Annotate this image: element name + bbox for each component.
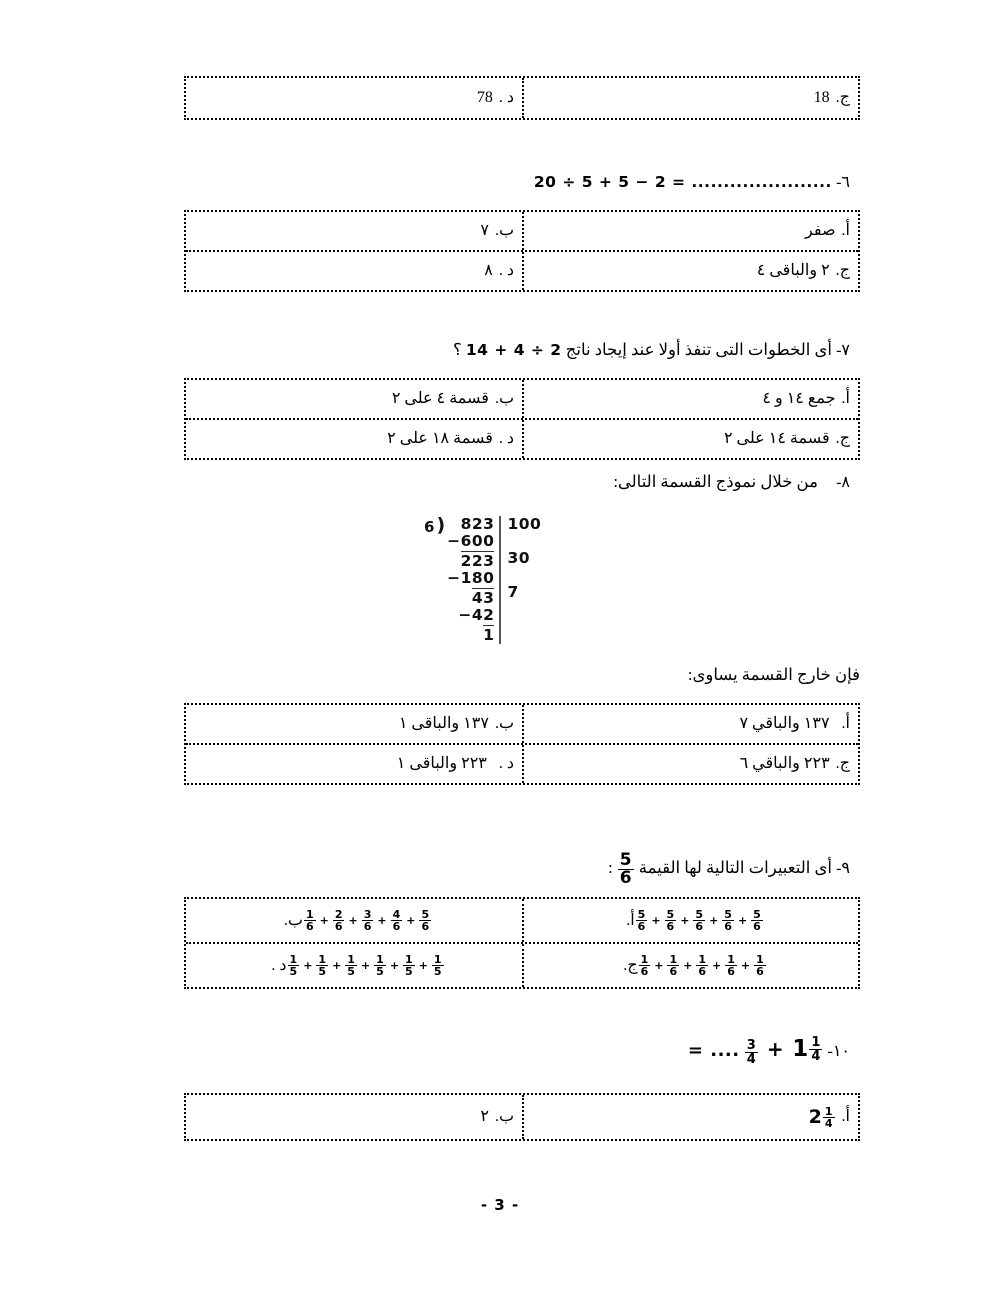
option-mixed-number bbox=[809, 1106, 836, 1129]
partial-quotient-3: 7 bbox=[507, 583, 519, 601]
table-row bbox=[186, 380, 858, 418]
fraction-denominator: 4 bbox=[824, 1116, 833, 1130]
option-value: ١٣٧ والباقى ١ bbox=[398, 715, 489, 733]
question-10-stem bbox=[682, 1036, 860, 1066]
option-cell-a[interactable] bbox=[522, 1095, 858, 1139]
fraction-term: $\frac{5}{6}$ bbox=[666, 908, 675, 933]
option-label: ج. bbox=[835, 89, 850, 107]
q7-answers-table bbox=[184, 378, 860, 460]
option-label: ب. bbox=[494, 222, 514, 240]
table-row bbox=[186, 1095, 858, 1139]
option-value: ٢٢٣ والباقى ١ bbox=[396, 755, 487, 773]
subtrahend-3: −42 bbox=[458, 606, 495, 624]
option-cell-d[interactable] bbox=[186, 78, 522, 118]
table-row bbox=[186, 705, 858, 743]
option-value: ٨ bbox=[484, 262, 493, 280]
plus-operator: + bbox=[651, 913, 661, 927]
option-expression bbox=[635, 909, 764, 932]
fraction-term: $\frac{4}{6}$ bbox=[392, 908, 401, 933]
option-cell-b[interactable] bbox=[186, 1095, 522, 1139]
question-text-suffix: ؟ bbox=[452, 340, 462, 359]
plus-operator: + bbox=[683, 958, 693, 972]
option-cell-c[interactable] bbox=[522, 420, 858, 458]
fraction-numerator: 1 bbox=[824, 1104, 833, 1118]
plus-operator: + bbox=[360, 958, 371, 972]
question-number: ٨- bbox=[836, 474, 850, 491]
option-value: قسمة ١٨ على ٢ bbox=[387, 430, 493, 448]
option-cell-c[interactable] bbox=[522, 252, 858, 290]
question-number: ١٠- bbox=[827, 1043, 850, 1060]
option-label: ب. bbox=[494, 390, 514, 408]
option-value: ٧ bbox=[480, 222, 489, 240]
option-cell-c[interactable] bbox=[522, 78, 858, 118]
long-division-model bbox=[424, 516, 541, 644]
stem-mixed-number bbox=[792, 1036, 823, 1063]
remainder-2: 43 bbox=[471, 589, 495, 607]
q9-answers-table bbox=[184, 897, 860, 989]
plus-operator: + bbox=[766, 1037, 785, 1061]
plus-operator: + bbox=[709, 913, 719, 927]
partial-quotient-2: 30 bbox=[507, 549, 531, 567]
question-8-sub-stem bbox=[688, 665, 860, 686]
option-label: د . bbox=[271, 956, 287, 974]
question-text: من خلال نموذج القسمة التالى: bbox=[613, 472, 818, 491]
whole-part: 1 bbox=[792, 1036, 809, 1062]
fraction-term: $\frac{2}{6}$ bbox=[334, 908, 343, 933]
option-value: 18 bbox=[813, 89, 830, 107]
partial-quotients-column bbox=[501, 516, 541, 601]
option-value: جمع ١٤ و ٤ bbox=[762, 390, 836, 408]
option-cell-c[interactable] bbox=[522, 745, 858, 783]
option-label: ب. bbox=[283, 911, 303, 929]
question-text: فإن خارج القسمة يساوى: bbox=[687, 665, 860, 684]
plus-operator: + bbox=[680, 913, 690, 927]
question-8-stem bbox=[613, 472, 860, 493]
fraction-term: $\frac{5}{6}$ bbox=[753, 908, 761, 933]
subtrahend-2: −180 bbox=[447, 569, 495, 587]
colon: : bbox=[608, 858, 613, 878]
option-cell-d[interactable] bbox=[186, 252, 522, 290]
option-cell-d[interactable] bbox=[186, 944, 522, 987]
option-cell-b[interactable] bbox=[186, 212, 522, 250]
fraction-term: $\frac{5}{6}$ bbox=[421, 908, 430, 933]
question-number: ٩- bbox=[836, 860, 850, 878]
option-expression bbox=[303, 909, 432, 932]
option-label: ج. bbox=[835, 262, 850, 280]
fraction-term: $\frac{1}{5}$ bbox=[318, 953, 327, 978]
option-cell-a[interactable] bbox=[522, 380, 858, 418]
option-label: ج. bbox=[835, 755, 850, 773]
whole-part: 2 bbox=[808, 1105, 822, 1128]
option-value: ٢٢٣ والباقي ٦ bbox=[739, 755, 830, 773]
table-row bbox=[186, 250, 858, 290]
q10-answers-table bbox=[184, 1093, 860, 1141]
option-cell-b[interactable] bbox=[186, 899, 522, 942]
question-number: ٦- bbox=[836, 174, 850, 191]
option-value: 78 bbox=[476, 89, 493, 107]
division-bracket-icon: ) bbox=[436, 514, 446, 536]
remainder-1: 223 bbox=[460, 552, 495, 570]
table-row bbox=[186, 942, 858, 987]
fraction-term: $\frac{1}{6}$ bbox=[669, 953, 678, 978]
option-cell-a[interactable] bbox=[522, 705, 858, 743]
table-row bbox=[186, 899, 858, 942]
dividend: 823 bbox=[460, 515, 495, 533]
option-label: د . bbox=[498, 430, 514, 448]
plus-operator: + bbox=[740, 958, 751, 972]
plus-operator: + bbox=[418, 958, 428, 972]
fraction-numerator: 3 bbox=[746, 1037, 756, 1053]
option-label: أ. bbox=[841, 715, 850, 733]
option-label: ب. bbox=[494, 1108, 514, 1126]
fraction-term: $\frac{1}{6}$ bbox=[640, 953, 649, 978]
option-cell-d[interactable] bbox=[186, 745, 522, 783]
option-label: أ. bbox=[841, 222, 850, 240]
option-value: قسمة ١٤ على ٢ bbox=[723, 430, 830, 448]
option-cell-b[interactable] bbox=[186, 380, 522, 418]
equals-blank: = .... bbox=[687, 1040, 740, 1061]
plus-operator: + bbox=[332, 958, 342, 972]
option-value: ٢ والباقى ٤ bbox=[756, 262, 830, 280]
fraction-denominator: 4 bbox=[746, 1051, 756, 1067]
question-number: ٧- bbox=[836, 342, 850, 359]
fraction-term: $\frac{1}{5}$ bbox=[347, 953, 355, 978]
table-row bbox=[186, 212, 858, 250]
option-expression bbox=[638, 954, 767, 977]
plus-operator: + bbox=[377, 913, 387, 927]
option-cell-c[interactable] bbox=[522, 944, 858, 987]
q5-answers-table bbox=[184, 76, 860, 120]
fraction-term: $\frac{1}{6}$ bbox=[305, 908, 314, 933]
plus-operator: + bbox=[406, 913, 416, 927]
plus-operator: + bbox=[303, 958, 313, 972]
fraction-term: $\frac{3}{6}$ bbox=[363, 908, 372, 933]
option-expression bbox=[287, 954, 445, 977]
question-text: أى الخطوات التى تنفذ أولا عند إيجاد ناتج bbox=[565, 340, 832, 359]
partial-quotient-1: 100 bbox=[507, 515, 542, 533]
table-row bbox=[186, 743, 858, 783]
question-math-expression: 14 + 4 ÷ 2 bbox=[465, 341, 562, 359]
q6-answers-table bbox=[184, 210, 860, 292]
fraction-term: $\frac{1}{6}$ bbox=[727, 953, 735, 978]
option-cell-d[interactable] bbox=[186, 420, 522, 458]
stem-fraction bbox=[745, 1039, 758, 1066]
fraction-term: $\frac{1}{6}$ bbox=[756, 953, 764, 978]
q8-answers-table bbox=[184, 703, 860, 785]
fraction-numerator: 5 bbox=[619, 850, 632, 870]
fraction-numerator: 1 bbox=[811, 1035, 821, 1050]
fraction-denominator: 4 bbox=[811, 1049, 821, 1064]
division-work-column bbox=[447, 516, 501, 644]
option-value: ٢ bbox=[480, 1108, 489, 1126]
option-label: أ. bbox=[841, 1108, 850, 1126]
fraction-term: $\frac{1}{6}$ bbox=[698, 953, 706, 978]
option-cell-a[interactable] bbox=[522, 212, 858, 250]
fraction-term: $\frac{1}{5}$ bbox=[433, 953, 442, 978]
question-math-expression: 20 ÷ 5 + 5 − 2 = ...................... bbox=[533, 173, 832, 191]
question-text: أى التعبيرات التالية لها القيمة bbox=[638, 858, 832, 878]
subtrahend-1: −600 bbox=[447, 532, 495, 550]
fraction-term: $\frac{5}{6}$ bbox=[724, 908, 732, 933]
page-footer: - 3 - bbox=[480, 1196, 520, 1214]
option-label: ب. bbox=[494, 715, 514, 733]
option-cell-a[interactable] bbox=[522, 899, 858, 942]
option-value: ١٣٧ والباقي ٧ bbox=[739, 715, 830, 733]
option-label: د . bbox=[498, 262, 514, 280]
fraction-term: $\frac{1}{5}$ bbox=[289, 953, 298, 978]
option-label: أ. bbox=[626, 911, 635, 929]
divisor: 6 bbox=[424, 518, 435, 536]
plus-operator: + bbox=[348, 913, 358, 927]
fraction-term: $\frac{1}{5}$ bbox=[405, 953, 413, 978]
option-cell-b[interactable] bbox=[186, 705, 522, 743]
fraction-term: $\frac{1}{5}$ bbox=[376, 953, 384, 978]
fraction-denominator: 6 bbox=[619, 868, 632, 888]
fraction-part bbox=[809, 1036, 822, 1063]
plus-operator: + bbox=[319, 913, 329, 927]
fraction-term: $\frac{5}{6}$ bbox=[695, 908, 704, 933]
plus-operator: + bbox=[712, 958, 722, 972]
final-remainder: 1 bbox=[483, 626, 495, 644]
question-6-stem bbox=[534, 172, 860, 193]
option-label: د . bbox=[498, 89, 514, 107]
fraction-part bbox=[823, 1106, 835, 1129]
option-label: أ. bbox=[841, 390, 850, 408]
table-row bbox=[186, 78, 858, 118]
fraction-term: $\frac{5}{6}$ bbox=[637, 908, 646, 933]
option-value: قسمة ٤ على ٢ bbox=[391, 390, 489, 408]
plus-operator: + bbox=[737, 913, 748, 927]
option-label: ج. bbox=[835, 430, 850, 448]
option-label: ج. bbox=[623, 956, 638, 974]
question-7-stem bbox=[453, 340, 860, 361]
plus-operator: + bbox=[389, 958, 400, 972]
table-row bbox=[186, 418, 858, 458]
stem-fraction bbox=[618, 852, 634, 887]
plus-operator: + bbox=[654, 958, 664, 972]
option-label: د . bbox=[498, 755, 514, 773]
option-value: صفر bbox=[805, 222, 836, 240]
question-9-stem bbox=[608, 852, 860, 887]
